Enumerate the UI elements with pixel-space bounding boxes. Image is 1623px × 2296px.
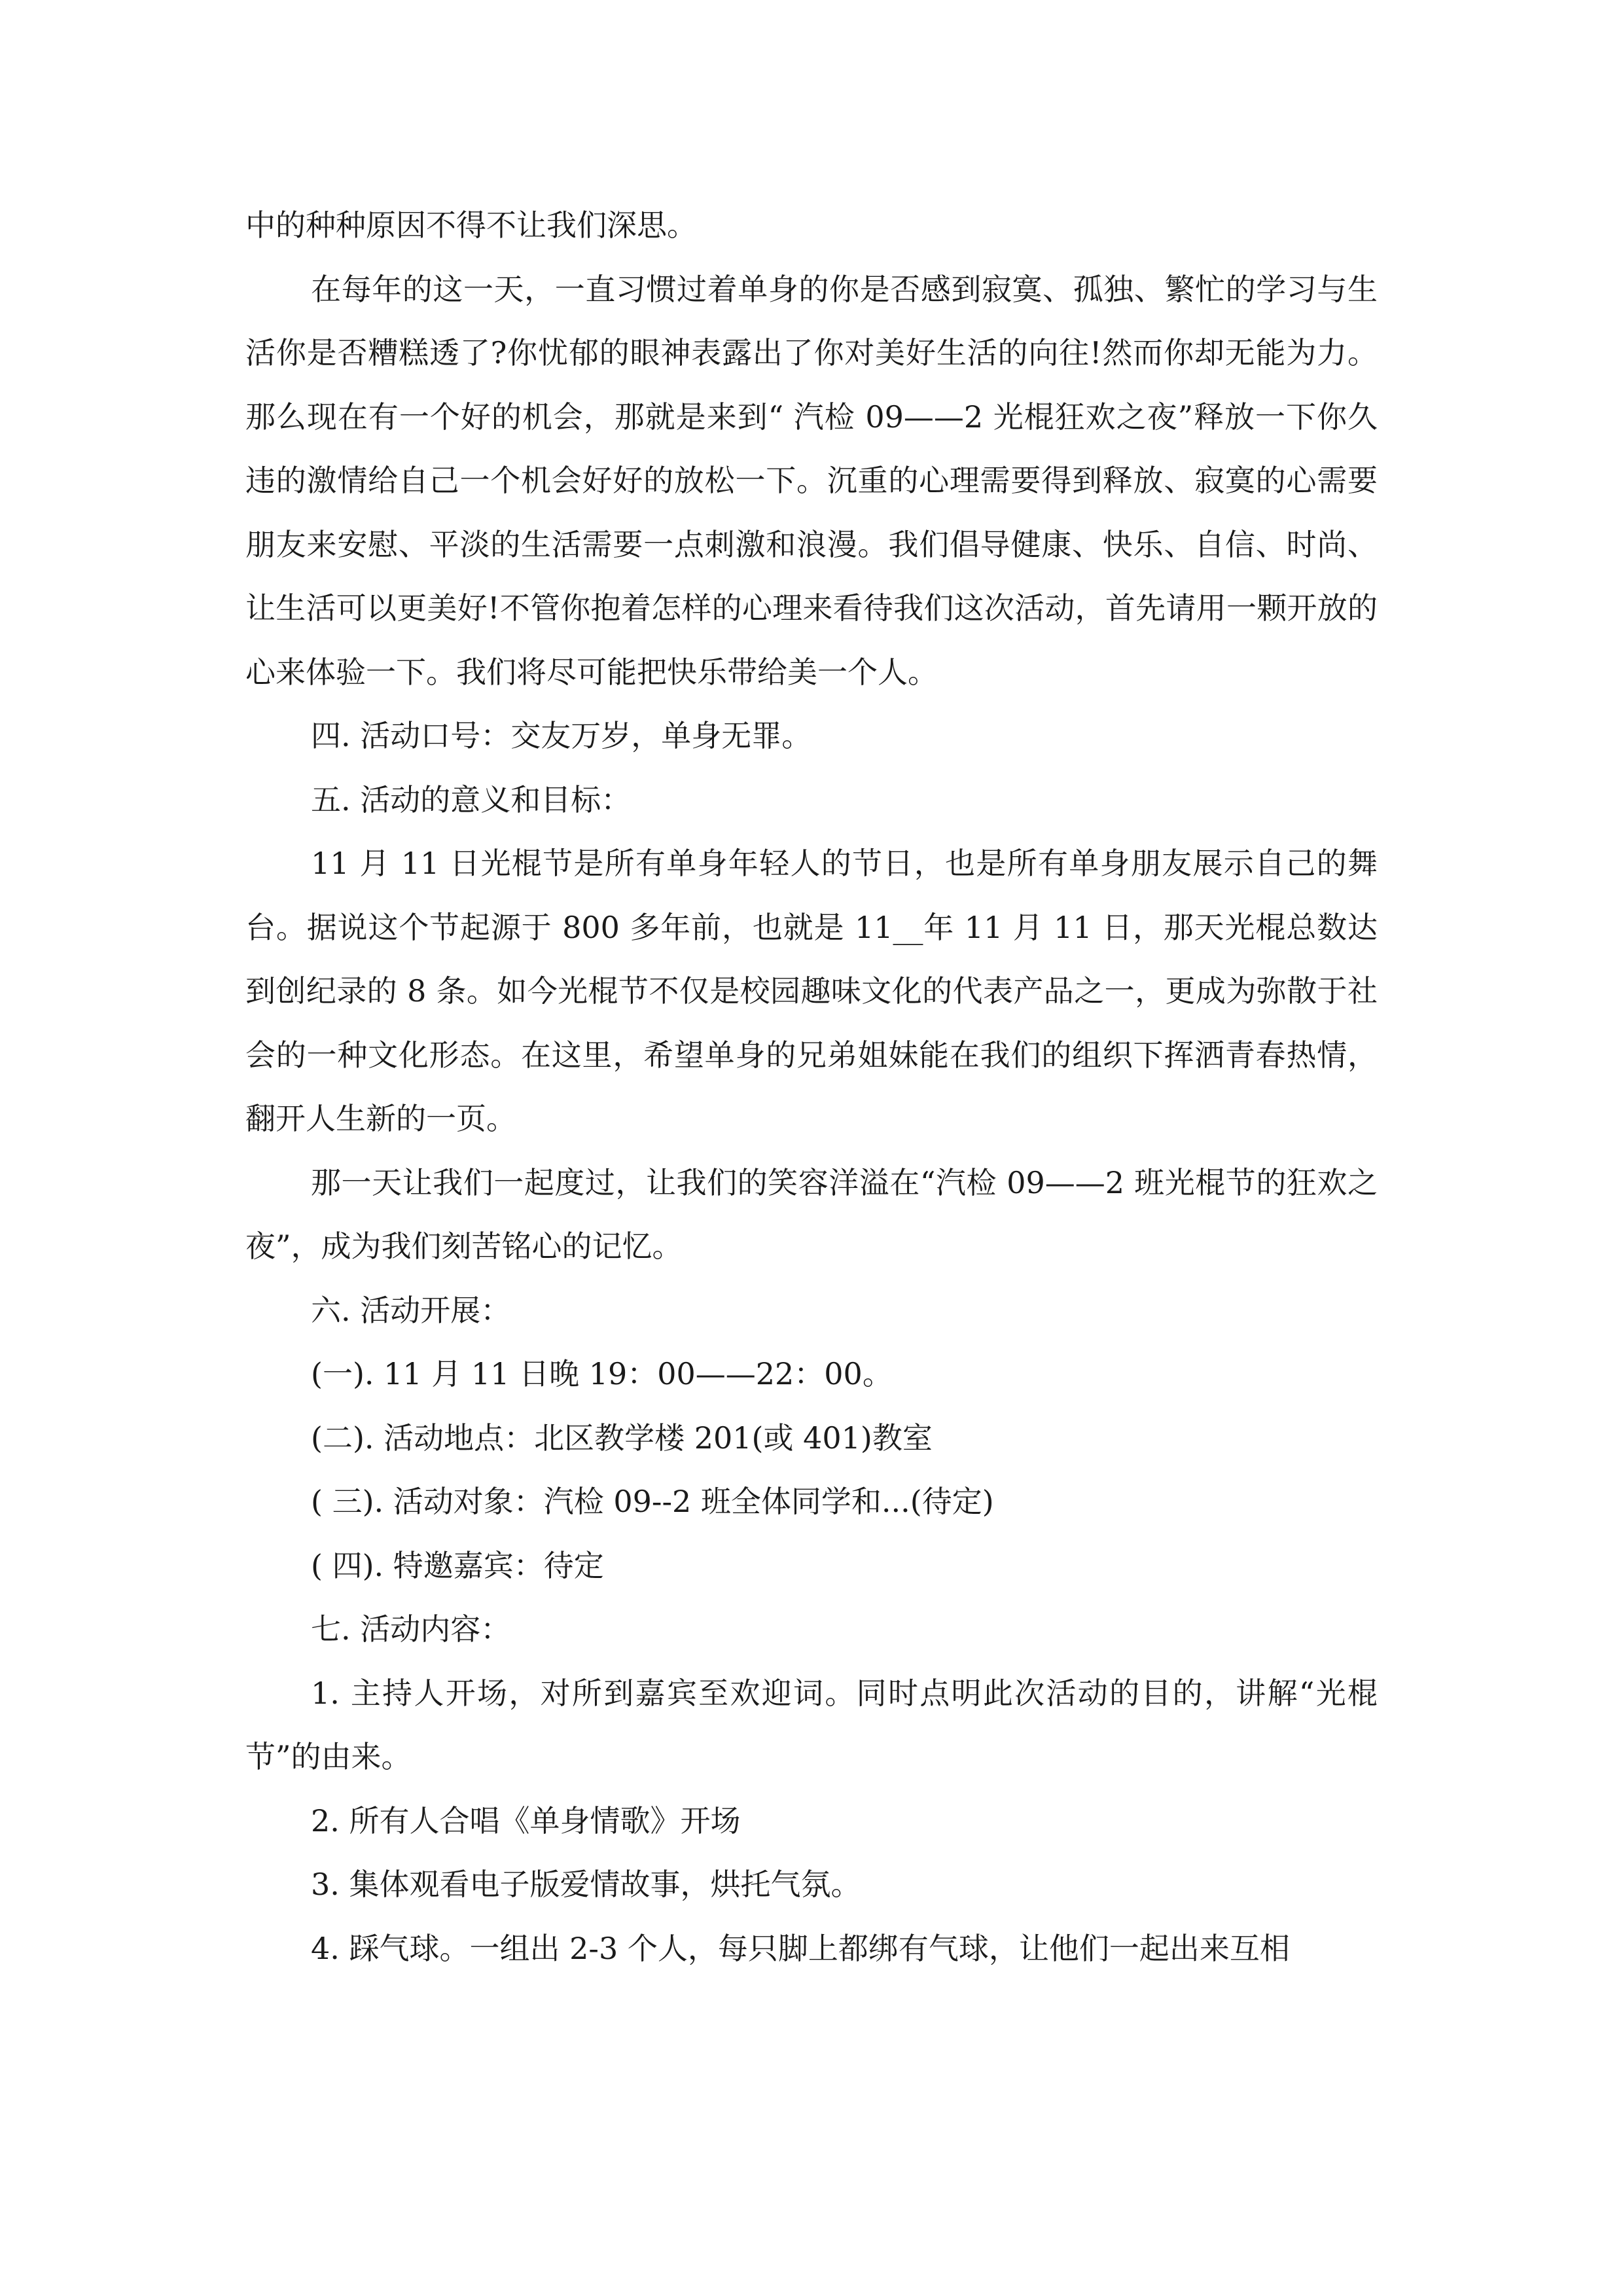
section-heading-schedule: 六. 活动开展： xyxy=(311,1292,511,1328)
section-slogan: 四. 活动口号：交友万岁，单身无罪。 xyxy=(311,718,812,753)
paragraph-together: 那一天让我们一起度过，让我们的笑容洋溢在“汽检 09——2 班光棍节的狂欢之夜”，成为我们刻苦铭心的记忆。 xyxy=(245,1164,1378,1264)
content-item-3: 3. 集体观看电子版爱情故事，烘托气氛。 xyxy=(311,1867,861,1902)
section-heading-content: 七. 活动内容： xyxy=(311,1611,511,1647)
schedule-guests: ( 四). 特邀嘉宾：待定 xyxy=(311,1547,604,1583)
section-heading-goals: 五. 活动的意义和目标： xyxy=(311,781,632,817)
paragraph-single-life: 在每年的这一天，一直习惯过着单身的你是否感到寂寞、孤独、繁忙的学习与生活你是否糟糕透了?你忧郁的眼神表露出了你对美好生活的向往!然而你却无能为力。那么现在有一个好的机会，那就是来到“ 汽检 09——2 光棍狂欢之夜”释放一下你久违的激情给自己一个机会好好的放松一下。沉重的心理需要得到释放、寂寞的心需要朋友来安慰、平淡的生活需要一点刺激和浪漫。我们倡导健康、快乐、自信、时尚、让生活可以更美好!不管你抱着怎样的心理来看待我们这次活动，首先请用一颗开放的心来体验一下。我们将尽可能把快乐带给美一个人。 xyxy=(245,271,1378,690)
content-item-1: 1. 主持人开场，对所到嘉宾至欢迎词。同时点明此次活动的目的，讲解“光棍节”的由来。 xyxy=(245,1675,1378,1774)
schedule-participants: ( 三). 活动对象：汽检 09--2 班全体同学和...(待定) xyxy=(311,1484,994,1519)
paragraph-continuation: 中的种种原因不得不让我们深思。 xyxy=(245,207,697,243)
content-item-2: 2. 所有人合唱《单身情歌》开场 xyxy=(311,1803,741,1839)
paragraph-festival-origin: 11 月 11 日光棍节是所有单身年轻人的节日，也是所有单身朋友展示自己的舞台。据说这个节起源于 800 多年前，也就是 11__年 11 月 11 日，那天光棍总数达到创纪录的 8 条。如今光棍节不仅是校园趣味文化的代表产品之一，更成为弥散于社会的一种文化形态。在这里，希望单身的兄弟姐妹能在我们的组织下挥洒青春热情，翻开人生新的一页。 xyxy=(245,846,1378,1136)
content-item-4: 4. 踩气球。一组出 2-3 个人，每只脚上都绑有气球，让他们一起出来互相 xyxy=(311,1930,1290,1966)
schedule-time: (一). 11 月 11 日晚 19：00——22：00。 xyxy=(311,1356,893,1391)
schedule-location: (二). 活动地点：北区教学楼 201(或 401)教室 xyxy=(311,1420,933,1456)
document-body xyxy=(245,194,1378,1981)
